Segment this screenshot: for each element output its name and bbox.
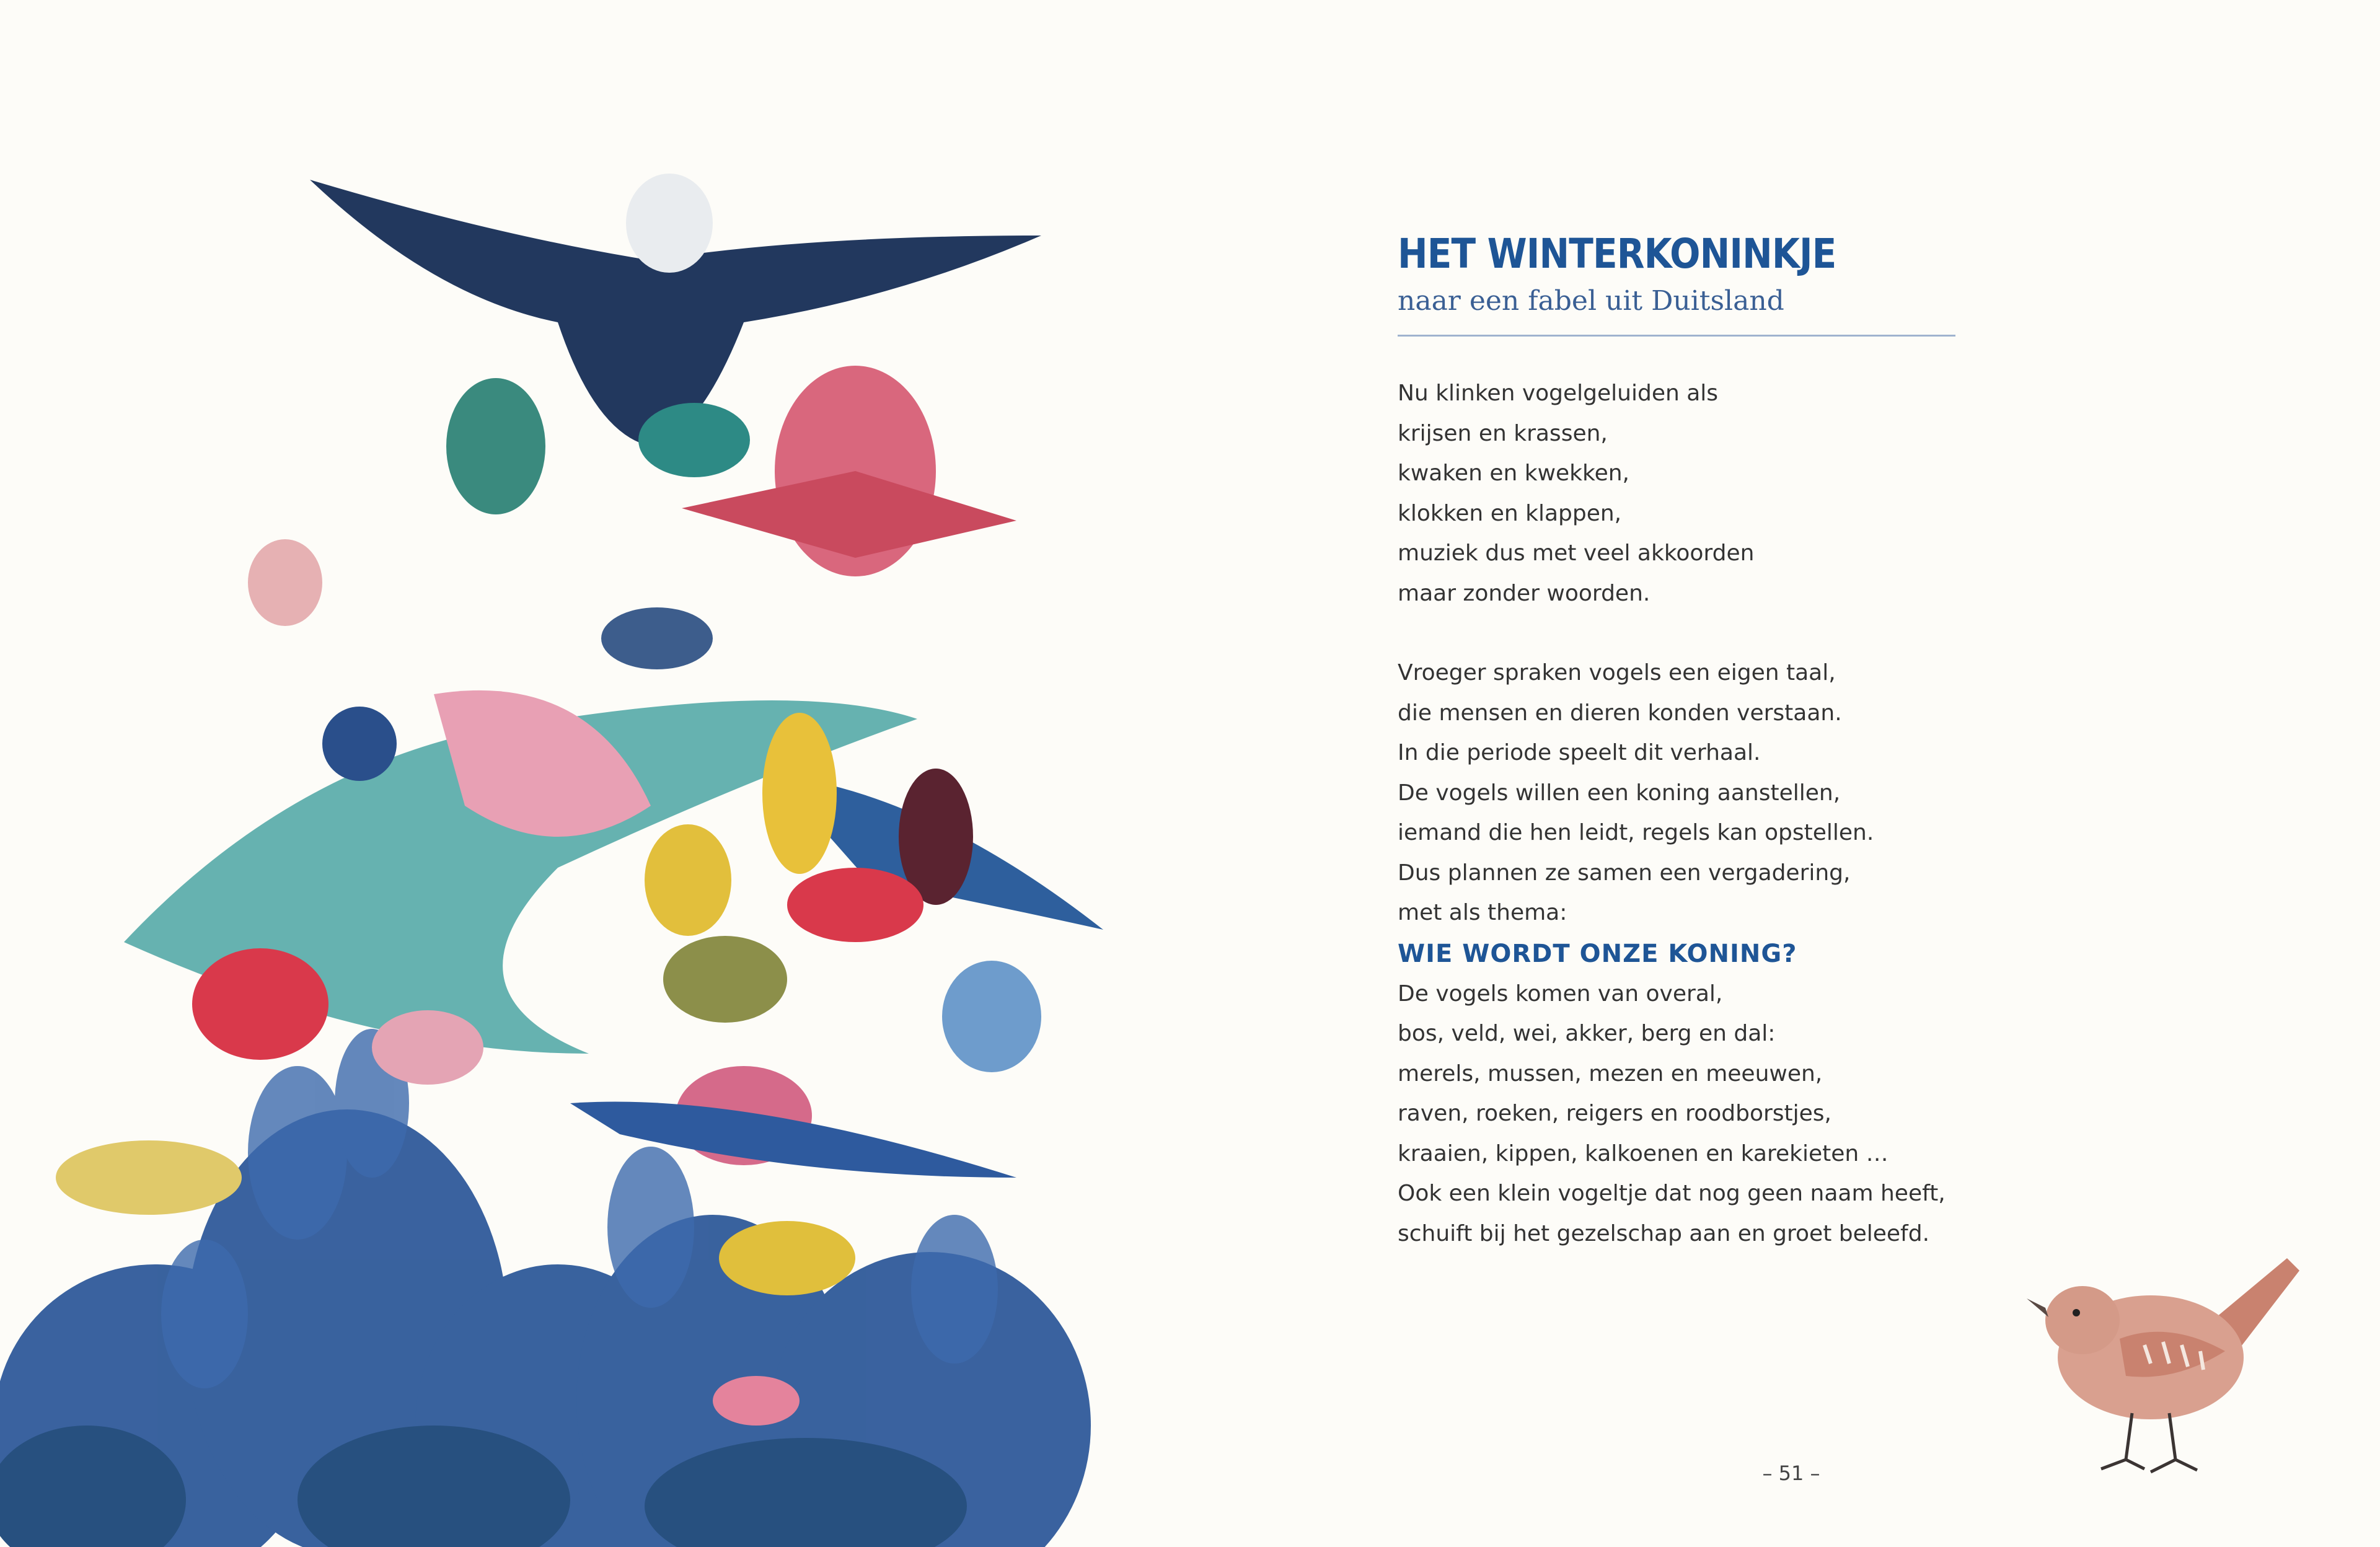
text-line: De vogels komen van overal, (1398, 981, 1723, 1007)
title-divider (1398, 335, 1955, 337)
text-line: Vroeger spraken vogels een eigen taal, (1398, 660, 1836, 685)
text-line: Dus plannen ze samen een vergadering, (1398, 860, 1851, 886)
story-title: HET WINTERKONINKJE (1398, 230, 1836, 278)
text-line: muziek dus met veel akkoorden (1398, 540, 1755, 566)
text-line: Nu klinken vogelgeluiden als (1398, 381, 1719, 406)
page-number: – 51 – (1762, 1461, 1820, 1485)
text-line: Ook een klein vogeltje dat nog geen naam heeft, (1398, 1181, 1946, 1206)
text-line: In die periode speelt dit verhaal. (1398, 740, 1761, 765)
text-line: iemand die hen leidt, regels kan opstellen. (1398, 820, 1874, 845)
text-page (1398, 229, 1955, 1254)
story-subtitle: naar een fabel uit Duitsland (1398, 285, 1784, 317)
stanza-3 (1398, 974, 1955, 1254)
text-line: bos, veld, wei, akker, berg en dal: (1398, 1021, 1776, 1046)
text-line: kwaken en kwekken, (1398, 461, 1629, 486)
text-line: met als thema: (1398, 900, 1567, 925)
text-line: De vogels willen een koning aanstellen, (1398, 780, 1841, 806)
text-line: klokken en klappen, (1398, 500, 1622, 526)
text-line: die mensen en dieren konden verstaan. (1398, 700, 1842, 726)
stanza-gap (1398, 614, 1955, 653)
text-line: raven, roeken, reigers en roodborstjes, (1398, 1101, 1831, 1126)
text-line: maar zonder woorden. (1398, 580, 1651, 606)
flock-of-birds-illustration (0, 0, 1178, 1547)
stanza-2 (1398, 653, 1955, 933)
text-line: schuift bij het gezelschap aan en groet beleefd. (1398, 1220, 1930, 1246)
text-line: merels, mussen, mezen en meeuwen, (1398, 1060, 1823, 1086)
wren-illustration (2027, 1246, 2318, 1481)
text-line: krijsen en krassen, (1398, 420, 1608, 446)
stanza-1 (1398, 374, 1955, 614)
text-line: kraaien, kippen, kalkoenen en karekieten … (1398, 1140, 1889, 1166)
question-heading: WIE WORDT ONZE KONING? (1398, 939, 1797, 968)
